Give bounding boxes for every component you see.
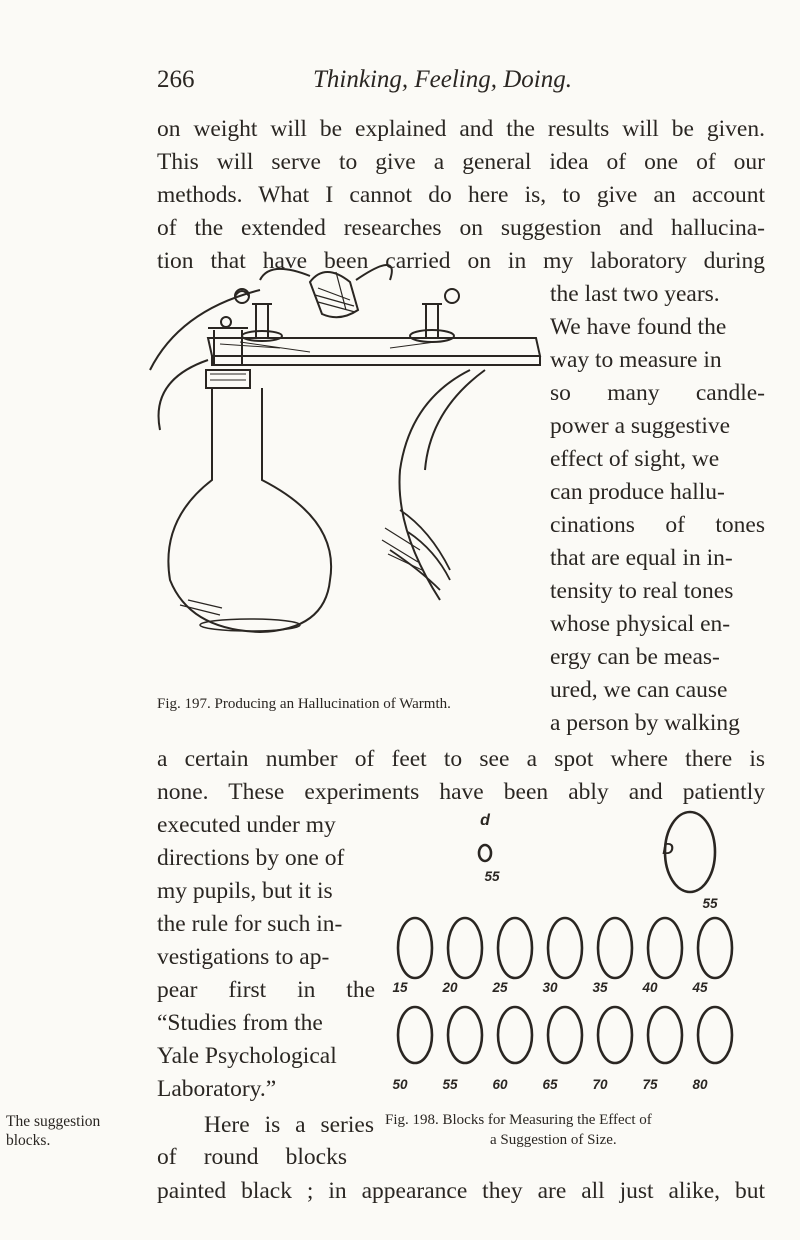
text-line: cinations of tones	[550, 512, 765, 538]
block-value: 45	[692, 980, 708, 995]
block-value: 40	[642, 980, 658, 995]
text-line: executed under my	[157, 812, 336, 838]
text-line: This will serve to give a general idea of one of our	[157, 149, 765, 175]
page-number: 266	[157, 66, 195, 93]
text-line: that are equal in in-	[550, 545, 733, 571]
text-line: whose physical en-	[550, 611, 731, 637]
block-value-D: 55	[702, 896, 718, 911]
hallucination-warmth-illustration	[150, 270, 550, 650]
block-value: 60	[492, 1077, 508, 1092]
running-title: Thinking, Feeling, Doing.	[313, 66, 572, 93]
text-line: my pupils, but it is	[157, 878, 333, 904]
fig198-caption-line-2: a Suggestion of Size.	[490, 1132, 617, 1148]
block-value: 15	[392, 980, 408, 995]
margin-note-line: The suggestion	[6, 1113, 101, 1130]
block-value: 35	[592, 980, 608, 995]
margin-note	[6, 1112, 100, 1150]
text-line: of round blocks	[157, 1144, 347, 1170]
block-label-d: d	[480, 812, 490, 829]
text-line: ergy can be meas-	[550, 644, 720, 670]
block-value: 50	[392, 1077, 408, 1092]
block-value: 70	[592, 1077, 608, 1092]
block-value: 65	[542, 1077, 558, 1092]
fig197-caption: Fig. 197. Producing an Hallucination of Warmth.	[157, 696, 451, 712]
block-value: 75	[642, 1077, 658, 1092]
margin-note-line: blocks.	[6, 1132, 51, 1149]
block-value: 25	[492, 980, 508, 995]
text-line: the rule for such in-	[157, 911, 343, 937]
text-line: tion that have been carried on in my laboratory during	[157, 248, 765, 274]
text-line: the last two years.	[550, 281, 720, 307]
text-line: “Studies from the	[157, 1010, 323, 1036]
block-value: 20	[442, 980, 458, 995]
text-line: We have found the	[550, 314, 727, 340]
text-line: vestigations to ap-	[157, 944, 330, 970]
text-line: on weight will be explained and the results will be given.	[157, 116, 765, 142]
text-line: methods. What I cannot do here is, to give an account	[157, 182, 765, 208]
block-value: 80	[692, 1077, 708, 1092]
size-suggestion-blocks	[380, 800, 800, 1100]
block-value: 30	[542, 980, 558, 995]
block-value-d: 55	[484, 869, 500, 884]
text-line: painted black ; in appearance they are all just alike, but	[157, 1178, 765, 1204]
text-line: a certain number of feet to see a spot where there is	[157, 746, 765, 772]
text-line: of the extended researches on suggestion and hallucina-	[157, 215, 765, 241]
text-line: tensity to real tones	[550, 578, 734, 604]
text-line: way to measure in	[550, 347, 722, 373]
text-line: directions by one of	[157, 845, 345, 871]
text-line: effect of sight, we	[550, 446, 720, 472]
text-line: pear first in the	[157, 977, 375, 1003]
text-line: power a suggestive	[550, 413, 731, 439]
text-line: none. These experiments have been ably and patiently	[157, 779, 765, 805]
block-value: 55	[442, 1077, 458, 1092]
text-line: Yale Psychological	[157, 1043, 337, 1069]
fig198-caption-line-1: Fig. 198. Blocks for Measuring the Effect of	[385, 1112, 652, 1128]
text-line: Here is a series	[204, 1112, 374, 1138]
text-line: ured, we can cause	[550, 677, 728, 703]
text-line: so many candle-	[550, 380, 765, 406]
block-label-D: D	[662, 841, 674, 858]
text-line: can produce hallu-	[550, 479, 725, 505]
text-line: a person by walking	[550, 710, 740, 736]
text-line: Laboratory.”	[157, 1076, 277, 1102]
